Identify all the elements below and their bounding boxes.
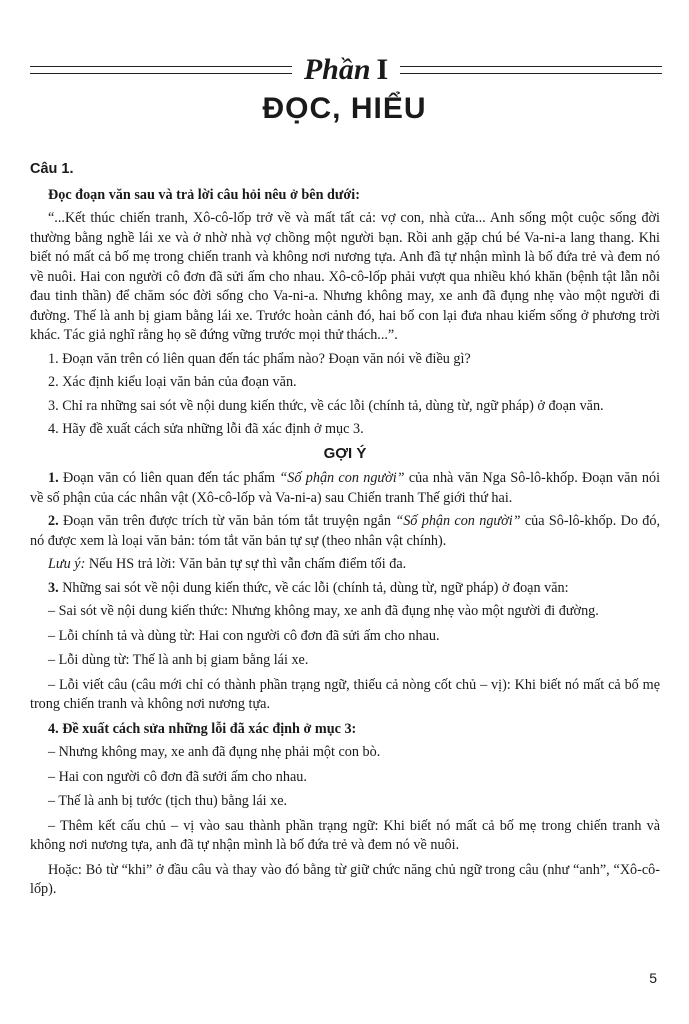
header-rule-left bbox=[30, 66, 292, 74]
answer-3 bbox=[30, 579, 660, 599]
fix-item: – Thế là anh bị tước (tịch thu) bằng lái xe. bbox=[48, 793, 288, 809]
error-item: – Sai sót về nội dung kiến thức: Nhưng không may, xe anh đã đụng nhẹ vào một người đi đường. bbox=[48, 603, 599, 619]
answer-1 bbox=[30, 469, 660, 508]
question-item: 3. Chỉ ra những sai sót về nội dung kiến thức, về các lỗi (chính tả, dùng từ, ngữ pháp) ở đoạn văn. bbox=[48, 397, 604, 414]
answer-3-number: 3. bbox=[48, 579, 59, 596]
page-content bbox=[30, 160, 660, 905]
work-title: “Số phận con người” bbox=[395, 513, 521, 529]
quoted-passage: “...Kết thúc chiến tranh, Xô-cô-lốp trở về và mất tất cả: vợ con, nhà cửa... Anh sống một cuộc sống đời thường bằng nghề lái xe và ở nhờ nhà vợ chồng một người bạn. Rồi anh gặp chú bé Va-ni-a lang thang. Khi biết nó mất cả bố mẹ trong chiến tranh và không nơi nương tựa. Anh đã tự nhận mình là bố đứa trẻ và đem nó về nuôi. Hai con người cô đơn đã sửi ấm cho nhau. Xô-cô-lốp phải vượt qua nhiều khó khăn (bệnh tật lẫn nỗi đau tinh thần) để chăm sóc đời sống cho Va-ni-a. Nhưng không may, xe anh đã đụng nhẹ vào một người đi đường. Thế là anh bị giam bằng lái xe. Trước hoàn cảnh đó, hai bố con lại đưa nhau kiếm sống ở phương trời khác. Tác giả nghĩ rằng họ sẽ đứng vững trước mọi thử thách...”. bbox=[30, 210, 660, 343]
error-item: – Lỗi chính tả và dùng từ: Hai con người cô đơn đã sửi ấm cho nhau. bbox=[48, 627, 440, 644]
fix-item: – Nhưng không may, xe anh đã đụng nhẹ phải một con bò. bbox=[48, 744, 381, 760]
error-item: – Lỗi dùng từ: Thế là anh bị giam bằng lái xe. bbox=[48, 652, 309, 668]
question-item: 4. Hãy đề xuất cách sửa những lỗi đã xác định ở mục 3. bbox=[48, 421, 364, 437]
fix-item: – Thêm kết cấu chủ – vị vào sau thành phần trạng ngữ: Khi biết nó mất cả bố mẹ trong chiến tranh và không nơi nương tựa, anh đã tự nhận mình là bố đứa trẻ và đem nó về nuôi. bbox=[30, 817, 660, 853]
section-number: I bbox=[376, 53, 389, 86]
question-item: 1. Đoạn văn trên có liên quan đến tác phẩm nào? Đoạn văn nói về điều gì? bbox=[48, 350, 471, 367]
answer-1-number: 1. bbox=[48, 470, 59, 486]
question-item: 2. Xác định kiểu loại văn bản của đoạn văn. bbox=[48, 374, 297, 390]
answer-2 bbox=[30, 512, 660, 551]
page-number: 5 bbox=[649, 970, 657, 986]
answer-1-text-end: của nhà văn Nga Sô-lô-khốp. Đoạn văn nói về số phận của các nhân vật (Xô-cô-lốp và Va-ni-a) sau Chiến tranh Thế giới thứ hai. bbox=[30, 470, 661, 506]
section-title bbox=[292, 53, 400, 87]
note bbox=[30, 555, 660, 575]
fix-item: – Hai con người cô đơn đã sưởi ấm cho nhau. bbox=[48, 768, 307, 785]
section-header bbox=[30, 50, 662, 90]
question-label: Câu 1. bbox=[30, 161, 74, 177]
work-title: “Số phận con người” bbox=[279, 470, 405, 486]
hint-heading: GỢI Ý bbox=[323, 444, 367, 462]
page-title: ĐỌC, HIỂU bbox=[262, 92, 427, 125]
answer-4-heading: 4. Đề xuất cách sửa những lỗi đã xác định ở mục 3: bbox=[48, 720, 357, 737]
error-item: – Lỗi viết câu (câu mới chỉ có thành phần trạng ngữ, thiếu cả nòng cốt chủ – vị): Khi biết nó mất cả bố mẹ trong chiến tranh và không nơi nương tựa. bbox=[30, 676, 660, 712]
answer-3-text: Những sai sót về nội dung kiến thức, về các lỗi (chính tả, dùng từ, ngữ pháp) ở đoạn văn: bbox=[58, 579, 569, 596]
header-rule-right bbox=[400, 66, 662, 74]
answer-2-text-end: của Sô-lô-khốp. Do đó, nó được xem là loại văn bản: tóm tắt văn bản tự sự (theo nhân vật chính). bbox=[30, 513, 660, 549]
answer-2-text: Đoạn văn trên được trích từ văn bản tóm tắt truyện ngắn bbox=[58, 513, 396, 529]
note-text: Nếu HS trả lời: Văn bản tự sự thì vẫn chấm điểm tối đa. bbox=[85, 556, 407, 572]
section-word: Phần bbox=[303, 53, 371, 86]
answer-2-number: 2. bbox=[48, 513, 59, 529]
note-label: Lưu ý: bbox=[48, 556, 86, 572]
answer-1-text: Đoạn văn có liên quan đến tác phẩm bbox=[58, 470, 280, 486]
fix-item: Hoặc: Bỏ từ “khi” ở đầu câu và thay vào đó bằng từ giữ chức năng chủ ngữ trong câu (như “anh”, “Xô-cô-lốp). bbox=[30, 861, 660, 897]
question-instruction: Đọc đoạn văn sau và trả lời câu hỏi nêu ở bên dưới: bbox=[48, 186, 360, 203]
